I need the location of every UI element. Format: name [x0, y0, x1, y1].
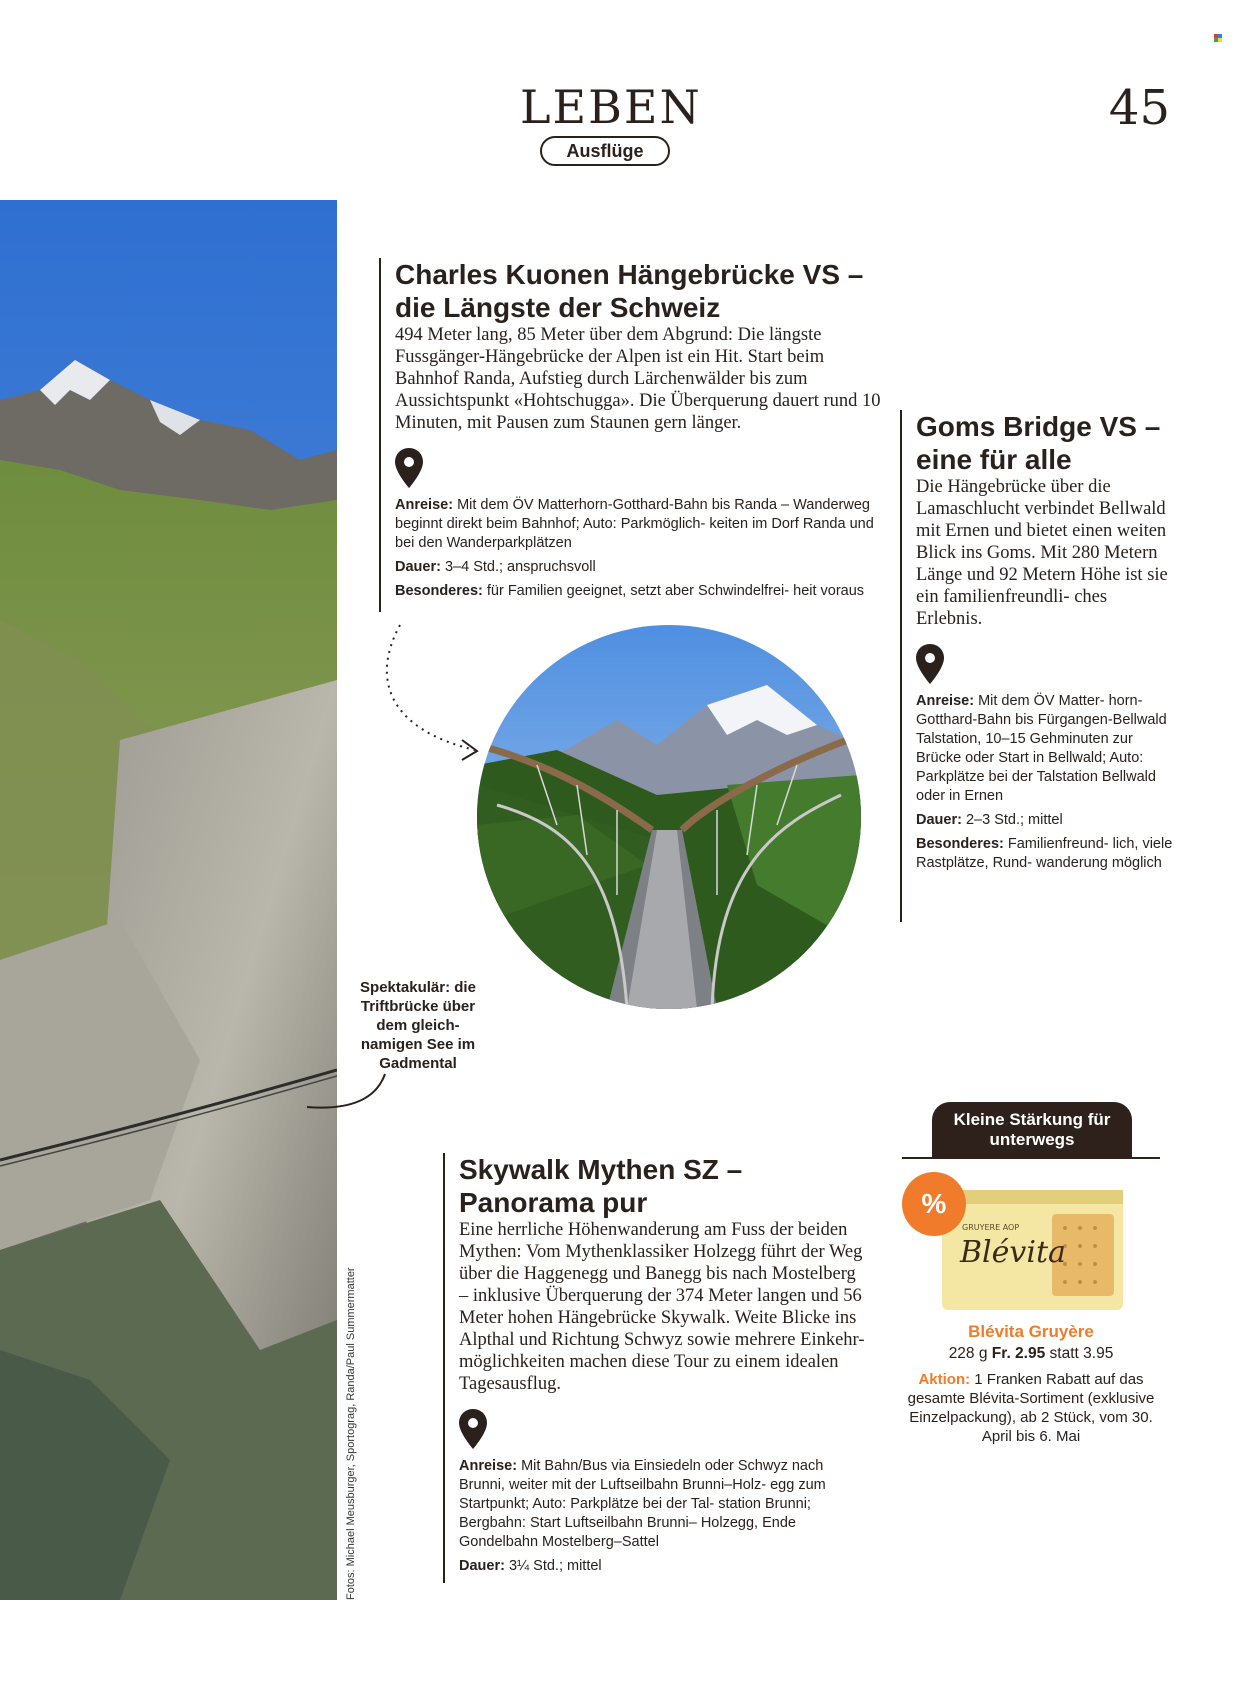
fact-dauer: Dauer: 3–4 Std.; anspruchsvoll	[395, 559, 596, 575]
suspension-bridge-illustration	[477, 625, 861, 1009]
page-number: 45	[1108, 80, 1170, 136]
fact-anreise: Anreise: Mit Bahn/Bus via Einsiedeln oder Schwyz nach Brunni, weiter mit der Luftseilbahn Brunni–Holz- egg zum Startpunkt; Auto: Parkplätze bei der Tal- station Brunni; Bergbahn: Start Luftseilbahn Brunni– Holzegg, Ende Gondelbahn Mostelberg–Sattel	[459, 1458, 826, 1550]
article-facts	[916, 692, 1175, 873]
article-charles-kuonen	[379, 258, 884, 612]
product-pack-image	[940, 1188, 1125, 1312]
product-price: 228 g Fr. 2.95 statt 3.95	[948, 1345, 1114, 1362]
promo-divider	[902, 1157, 1160, 1159]
product-name: Blévita Gruyère	[968, 1322, 1094, 1341]
article-facts	[395, 496, 884, 601]
mountain-illustration	[0, 200, 337, 1600]
article-title: Skywalk Mythen SZ – Panorama pur	[459, 1154, 743, 1218]
color-mark	[1214, 34, 1222, 42]
promo-details: Aktion: 1 Franken Rabatt auf das gesamte Blévita-Sortiment (exklusive Einzelpackung), ab 2 Stück, vom 30. April bis 6. Mai	[907, 1371, 1155, 1445]
location-pin-icon	[916, 644, 944, 684]
article-skywalk-mythen	[443, 1153, 868, 1583]
article-title: Goms Bridge VS – eine für alle	[916, 411, 1161, 475]
section-title: LEBEN	[520, 80, 702, 134]
article-facts	[459, 1457, 868, 1576]
photo-credit: Fotos: Michael Meusburger, Sportograg, Randa/Paul Summermatter	[345, 1267, 357, 1600]
fact-besonderes: Besonderes: Familienfreund- lich, viele Rastplätze, Rund- wanderung möglich	[916, 836, 1173, 871]
article-intro: Die Hängebrücke über die Lamaschlucht verbindet Bellwald mit Ernen und bietet einen weiten Blick ins Goms. Mit 280 Metern Länge und 92 Metern Höhe ist sie ein familienfreundli- ches Erlebnis.	[916, 477, 1168, 629]
location-pin-icon	[395, 448, 423, 488]
article-goms-bridge	[900, 410, 1175, 922]
svg-text:GRUYERE AOP: GRUYERE AOP	[962, 1223, 1020, 1232]
location-pin-icon	[459, 1409, 487, 1449]
fact-anreise: Anreise: Mit dem ÖV Matter- horn-Gotthard-Bahn bis Fürgangen-Bellwald Talstation, 10–15 Gehminuten zur Brücke oder Start in Bellwald; Auto: Parkplätze bei der Talstation Bellwald oder in Ernen	[916, 693, 1167, 804]
photo-caption: Spektakulär: die Triftbrücke über dem gleich- namigen See im Gadmental	[360, 979, 476, 1072]
subsection-tag: Ausflüge	[540, 136, 670, 166]
svg-text:Blévita: Blévita	[960, 1235, 1066, 1270]
article-title: Charles Kuonen Hängebrücke VS – die Längste der Schweiz	[395, 259, 864, 323]
article-intro: Eine herrliche Höhenwanderung am Fuss der beiden Mythen: Vom Mythenklassiker Holzegg führt der Weg über die Haggenegg und Banegg bis nach Mostelberg – inklusive Überquerung der 374 Meter langen und 56 Meter hohen Hängebrücke Skywalk. Weite Blicke ins Alpthal und Richtung Schwyz sowie mehrere Einkehr- möglichkeiten machen diese Tour zu einem idealen Tagesausflug.	[459, 1220, 865, 1394]
fact-dauer: Dauer: 3¼ Std.; mittel	[459, 1558, 602, 1574]
discount-badge: %	[902, 1172, 966, 1236]
article-intro: 494 Meter lang, 85 Meter über dem Abgrund: Die längste Fussgänger-Hängebrücke der Alpen ist ein Hit. Start beim Bahnhof Randa, Aufstieg durch Lärchenwälder bis zum Aussichtspunkt «Hohtschugga». Die Überquerung dauert rund 10 Minuten, mit Pausen zum Staunen gern länger.	[395, 325, 881, 433]
mountain-photo	[0, 200, 337, 1600]
fact-dauer: Dauer: 2–3 Std.; mittel	[916, 812, 1063, 828]
bridge-circle-photo	[477, 625, 861, 1009]
fact-anreise: Anreise: Mit dem ÖV Matterhorn-Gotthard-Bahn bis Randa – Wanderweg beginnt direkt beim Bahnhof; Auto: Parkmöglich- keiten im Dorf Randa und bei den Wanderparkplätzen	[395, 497, 874, 551]
caption-pointer-line	[305, 1072, 395, 1122]
dotted-arrow	[380, 620, 490, 770]
fact-besonderes: Besonderes: für Familien geeignet, setzt aber Schwindelfrei- heit voraus	[395, 583, 865, 599]
promo-tab: Kleine Stärkung für unterwegs	[932, 1102, 1132, 1158]
